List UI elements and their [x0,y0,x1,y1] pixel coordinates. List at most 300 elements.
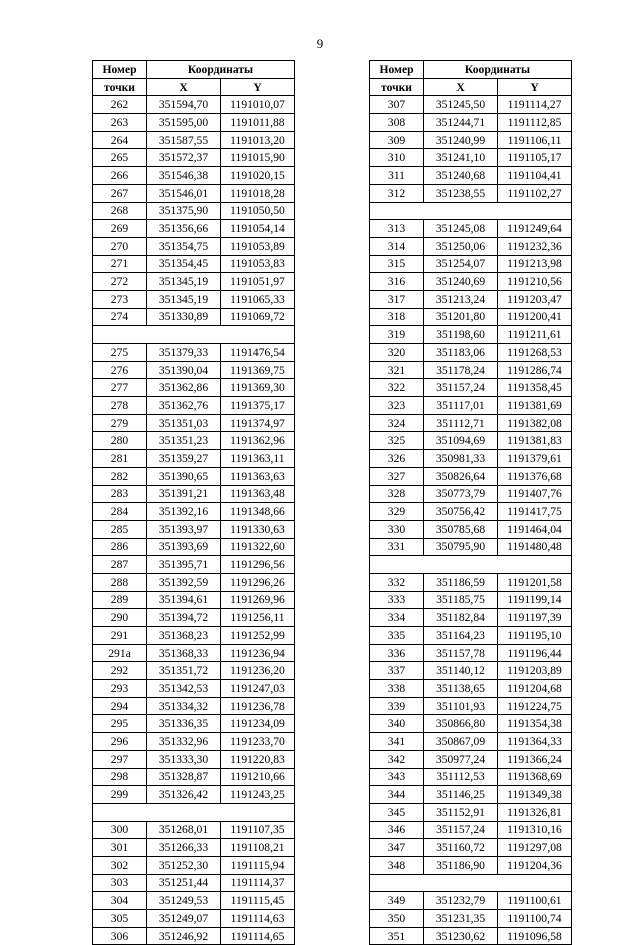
point-number-cell: 274 [93,308,147,326]
y-coordinate-cell: 1191362,96 [221,432,295,450]
point-number-cell: 328 [370,485,424,503]
x-coordinate-cell: 351393,69 [147,538,221,556]
y-coordinate-cell: 1191010,07 [221,96,295,114]
point-number-cell: 324 [370,414,424,432]
x-coordinate-cell: 351392,59 [147,573,221,591]
point-number-cell: 271 [93,255,147,273]
x-coordinate-cell: 351231,35 [424,910,498,928]
x-coordinate-cell: 351330,89 [147,308,221,326]
table-row [93,131,295,149]
x-coordinate-cell: 351157,24 [424,379,498,397]
y-coordinate-cell: 1191376,68 [498,467,572,485]
x-coordinate-cell: 351393,97 [147,520,221,538]
point-number-cell: 351 [370,927,424,945]
table-row [93,927,295,945]
table-row [370,538,572,556]
table-row [93,220,295,238]
point-number-cell: 339 [370,697,424,715]
point-number-cell: 287 [93,556,147,574]
point-number-cell: 291 [93,627,147,645]
y-coordinate-cell: 1191363,63 [221,467,295,485]
y-coordinate-cell: 1191115,45 [221,892,295,910]
point-number-cell: 292 [93,662,147,680]
table-row [370,467,572,485]
y-coordinate-cell: 1191114,37 [221,874,295,892]
table-row [93,255,295,273]
x-coordinate-cell: 351182,84 [424,609,498,627]
point-number-cell: 329 [370,503,424,521]
y-coordinate-cell: 1191326,81 [498,803,572,821]
point-number-cell: 304 [93,892,147,910]
point-number-cell: 272 [93,273,147,291]
blank-separator-cell [93,326,295,344]
x-coordinate-cell: 351152,91 [424,803,498,821]
x-coordinate-cell: 351157,24 [424,821,498,839]
x-coordinate-cell: 351326,42 [147,786,221,804]
table-row [93,892,295,910]
x-coordinate-cell: 351362,86 [147,379,221,397]
blank-separator-row [370,556,572,574]
point-number-cell: 312 [370,184,424,202]
x-coordinate-cell: 351351,72 [147,662,221,680]
y-coordinate-cell: 1191330,63 [221,520,295,538]
table-row [93,627,295,645]
y-coordinate-cell: 1191210,56 [498,273,572,291]
y-coordinate-cell: 1191204,68 [498,680,572,698]
point-number-cell: 285 [93,520,147,538]
table-row [370,255,572,273]
point-number-cell: 299 [93,786,147,804]
y-coordinate-cell: 1191114,27 [498,96,572,114]
point-number-cell: 263 [93,114,147,132]
x-coordinate-cell: 351201,80 [424,308,498,326]
y-coordinate-cell: 1191268,53 [498,344,572,362]
x-coordinate-cell: 351345,19 [147,290,221,308]
x-coordinate-cell: 350977,24 [424,750,498,768]
y-coordinate-cell: 1191114,63 [221,910,295,928]
table-row [93,114,295,132]
point-number-cell: 321 [370,361,424,379]
point-number-cell: 284 [93,503,147,521]
y-coordinate-cell: 1191256,11 [221,609,295,627]
y-coordinate-cell: 1191480,48 [498,538,572,556]
table-row [370,485,572,503]
point-number-cell: 327 [370,467,424,485]
y-coordinate-cell: 1191249,64 [498,220,572,238]
point-number-cell: 297 [93,750,147,768]
x-coordinate-cell: 350866,80 [424,715,498,733]
x-coordinate-cell: 351345,19 [147,273,221,291]
x-coordinate-cell: 351140,12 [424,662,498,680]
x-coordinate-cell: 351351,23 [147,432,221,450]
y-coordinate-cell: 1191374,97 [221,414,295,432]
point-number-cell: 281 [93,450,147,468]
x-coordinate-cell: 351333,30 [147,750,221,768]
point-number-cell: 317 [370,290,424,308]
x-coordinate-cell: 351183,06 [424,344,498,362]
table-row [370,96,572,114]
point-number-cell: 296 [93,733,147,751]
y-coordinate-cell: 1191297,08 [498,839,572,857]
table-row [370,131,572,149]
point-number-cell: 269 [93,220,147,238]
x-coordinate-cell: 351342,53 [147,680,221,698]
point-number-cell: 337 [370,662,424,680]
table-row [370,290,572,308]
point-number-cell: 266 [93,167,147,185]
y-coordinate-cell: 1191011,88 [221,114,295,132]
table-row [93,503,295,521]
y-coordinate-cell: 1191108,21 [221,839,295,857]
table-row [93,149,295,167]
y-column-header: Y [498,78,572,96]
y-coordinate-cell: 1191050,50 [221,202,295,220]
y-coordinate-cell: 1191199,14 [498,591,572,609]
table-row [93,290,295,308]
x-coordinate-cell: 351379,33 [147,344,221,362]
table-row [370,715,572,733]
x-coordinate-cell: 351186,90 [424,856,498,874]
x-coordinate-cell: 351241,10 [424,149,498,167]
point-number-cell: 282 [93,467,147,485]
point-number-cell: 306 [93,927,147,945]
table-body-right [370,96,572,945]
point-number-cell: 349 [370,892,424,910]
x-coordinate-cell: 351198,60 [424,326,498,344]
x-coordinate-cell: 351375,90 [147,202,221,220]
x-coordinate-cell: 351332,96 [147,733,221,751]
x-coordinate-cell: 350826,64 [424,467,498,485]
table-row [370,167,572,185]
table-row [93,432,295,450]
y-coordinate-cell: 1191107,35 [221,821,295,839]
x-coordinate-cell: 350785,68 [424,520,498,538]
table-row [93,839,295,857]
x-coordinate-cell: 351213,24 [424,290,498,308]
x-coordinate-cell: 351328,87 [147,768,221,786]
x-coordinate-cell: 351138,65 [424,680,498,698]
x-coordinate-cell: 351230,62 [424,927,498,945]
table-row [93,856,295,874]
point-number-cell: 305 [93,910,147,928]
table-row [370,273,572,291]
point-number-cell: 320 [370,344,424,362]
page-number: 9 [316,36,324,51]
point-number-cell: 278 [93,397,147,415]
y-coordinate-cell: 1191363,48 [221,485,295,503]
table-row [370,856,572,874]
x-coordinate-cell: 351390,04 [147,361,221,379]
x-coordinate-cell: 350773,79 [424,485,498,503]
x-coordinate-cell: 351594,70 [147,96,221,114]
point-number-cell: 334 [370,609,424,627]
x-column-header: X [424,78,498,96]
table-row [93,397,295,415]
y-coordinate-cell: 1191201,58 [498,573,572,591]
point-number-cell: 311 [370,167,424,185]
y-coordinate-cell: 1191106,11 [498,131,572,149]
table-row [370,344,572,362]
table-row [93,379,295,397]
blank-separator-cell [370,556,572,574]
table-row [93,680,295,698]
y-coordinate-cell: 1191286,74 [498,361,572,379]
y-coordinate-cell: 1191366,24 [498,750,572,768]
y-coordinate-cell: 1191269,96 [221,591,295,609]
blank-separator-row [370,874,572,892]
table-row [370,220,572,238]
table-row [93,715,295,733]
y-coordinate-cell: 1191220,83 [221,750,295,768]
table-row [93,344,295,362]
y-coordinate-cell: 1191200,41 [498,308,572,326]
table-row [370,520,572,538]
y-coordinate-cell: 1191020,15 [221,167,295,185]
point-number-cell: 340 [370,715,424,733]
y-coordinate-cell: 1191203,89 [498,662,572,680]
table-row [93,786,295,804]
point-number-cell: 319 [370,326,424,344]
blank-separator-row [370,202,572,220]
point-number-cell: 333 [370,591,424,609]
coordinates-table-left [92,60,295,945]
table-row [93,485,295,503]
table-row [93,750,295,768]
point-number-cell: 309 [370,131,424,149]
x-coordinate-cell: 351595,00 [147,114,221,132]
table-row [370,768,572,786]
point-number-cell: 277 [93,379,147,397]
table-row [370,927,572,945]
table-row [93,733,295,751]
point-number-cell: 275 [93,344,147,362]
y-coordinate-cell: 1191296,26 [221,573,295,591]
table-row [93,573,295,591]
point-number-cell: 331 [370,538,424,556]
point-number-cell: 313 [370,220,424,238]
point-number-cell: 326 [370,450,424,468]
point-number-cell: 347 [370,839,424,857]
point-number-cell: 303 [93,874,147,892]
table-row [370,432,572,450]
y-coordinate-cell: 1191247,03 [221,680,295,698]
table-row [93,184,295,202]
y-coordinate-cell: 1191379,61 [498,450,572,468]
table-row [370,503,572,521]
x-coordinate-cell: 351185,75 [424,591,498,609]
table-row [93,273,295,291]
x-coordinate-cell: 351394,72 [147,609,221,627]
y-coordinate-cell: 1191236,78 [221,697,295,715]
x-coordinate-cell: 351354,75 [147,237,221,255]
x-coordinate-cell: 351251,44 [147,874,221,892]
table-row [370,733,572,751]
x-coordinate-cell: 351240,99 [424,131,498,149]
table-row [370,644,572,662]
point-number-cell: 279 [93,414,147,432]
point-number-cell: 270 [93,237,147,255]
point-number-cell: 301 [93,839,147,857]
x-coordinate-cell: 351245,50 [424,96,498,114]
point-number-cell: 289 [93,591,147,609]
x-coordinate-cell: 351354,45 [147,255,221,273]
x-coordinate-cell: 351112,71 [424,414,498,432]
x-coordinate-cell: 351112,53 [424,768,498,786]
point-number-cell: 336 [370,644,424,662]
table-row [93,167,295,185]
point-number-cell: 310 [370,149,424,167]
point-number-cell: 350 [370,910,424,928]
point-number-cell: 318 [370,308,424,326]
table-row [370,910,572,928]
point-number-cell: 323 [370,397,424,415]
x-coordinate-cell: 351164,23 [424,627,498,645]
x-coordinate-cell: 351244,71 [424,114,498,132]
y-coordinate-cell: 1191476,54 [221,344,295,362]
point-number-cell: 298 [93,768,147,786]
point-number-cell: 267 [93,184,147,202]
x-coordinate-cell: 351368,23 [147,627,221,645]
x-coordinate-cell: 351157,78 [424,644,498,662]
y-coordinate-cell: 1191203,47 [498,290,572,308]
coordinates-table-right [369,60,572,945]
y-coordinate-cell: 1191102,27 [498,184,572,202]
y-coordinate-cell: 1191053,89 [221,237,295,255]
x-coordinate-cell: 351362,76 [147,397,221,415]
y-coordinate-cell: 1191051,97 [221,273,295,291]
y-coordinate-cell: 1191369,75 [221,361,295,379]
x-coordinate-cell: 351334,32 [147,697,221,715]
x-column-header: X [147,78,221,96]
x-coordinate-cell: 351546,38 [147,167,221,185]
x-coordinate-cell: 351368,33 [147,644,221,662]
x-coordinate-cell: 351254,07 [424,255,498,273]
y-coordinate-cell: 1191243,25 [221,786,295,804]
table-row [370,308,572,326]
y-coordinate-cell: 1191363,11 [221,450,295,468]
table-row [93,450,295,468]
table-row [370,662,572,680]
point-number-cell: 325 [370,432,424,450]
table-row [93,361,295,379]
table-row [93,556,295,574]
point-number-cell: 283 [93,485,147,503]
y-coordinate-cell: 1191233,70 [221,733,295,751]
x-coordinate-cell: 351268,01 [147,821,221,839]
point-number-cell: 262 [93,96,147,114]
x-coordinate-cell: 351250,06 [424,237,498,255]
table-row [93,237,295,255]
point-number-cell: 348 [370,856,424,874]
point-number-header: Номер [93,61,147,79]
table-row [93,874,295,892]
x-coordinate-cell: 351390,65 [147,467,221,485]
y-coordinate-cell: 1191381,69 [498,397,572,415]
y-coordinate-cell: 1191234,09 [221,715,295,733]
table-row [93,96,295,114]
blank-separator-cell [93,803,295,821]
point-number-cell: 315 [370,255,424,273]
table-body-left [93,96,295,945]
blank-separator-row [93,803,295,821]
point-number-cell: 273 [93,290,147,308]
table-row [370,680,572,698]
point-number-cell: 307 [370,96,424,114]
table-row [370,149,572,167]
y-coordinate-cell: 1191114,65 [221,927,295,945]
point-number-cell: 308 [370,114,424,132]
y-coordinate-cell: 1191104,41 [498,167,572,185]
y-coordinate-cell: 1191053,83 [221,255,295,273]
y-coordinate-cell: 1191196,44 [498,644,572,662]
y-coordinate-cell: 1191054,14 [221,220,295,238]
y-coordinate-cell: 1191213,98 [498,255,572,273]
table-row [370,750,572,768]
point-number-cell: 341 [370,733,424,751]
x-coordinate-cell: 351232,79 [424,892,498,910]
x-coordinate-cell: 350867,09 [424,733,498,751]
table-row [370,450,572,468]
blank-separator-row [93,326,295,344]
y-coordinate-cell: 1191464,04 [498,520,572,538]
x-coordinate-cell: 351351,03 [147,414,221,432]
point-number-cell: 330 [370,520,424,538]
x-coordinate-cell: 351336,35 [147,715,221,733]
point-number-cell: 342 [370,750,424,768]
point-number-cell: 290 [93,609,147,627]
y-coordinate-cell: 1191375,17 [221,397,295,415]
y-coordinate-cell: 1191211,61 [498,326,572,344]
x-coordinate-cell: 350756,42 [424,503,498,521]
y-coordinate-cell: 1191204,36 [498,856,572,874]
point-number-cell: 314 [370,237,424,255]
y-coordinate-cell: 1191105,17 [498,149,572,167]
y-coordinate-cell: 1191100,61 [498,892,572,910]
x-coordinate-cell: 350981,33 [424,450,498,468]
table-row [370,786,572,804]
point-number-cell: 268 [93,202,147,220]
table-row [93,609,295,627]
table-row [370,361,572,379]
x-coordinate-cell: 351160,72 [424,839,498,857]
x-coordinate-cell: 351572,37 [147,149,221,167]
table-row [93,591,295,609]
point-number-cell: 286 [93,538,147,556]
x-coordinate-cell: 351266,33 [147,839,221,857]
x-coordinate-cell: 351356,66 [147,220,221,238]
table-row [93,768,295,786]
x-coordinate-cell: 351146,25 [424,786,498,804]
point-number-cell: 316 [370,273,424,291]
y-coordinate-cell: 1191115,94 [221,856,295,874]
table-row [93,414,295,432]
point-number-cell: 346 [370,821,424,839]
point-number-cell: 322 [370,379,424,397]
table-row [370,839,572,857]
table-row [93,467,295,485]
y-coordinate-cell: 1191358,45 [498,379,572,397]
y-coordinate-cell: 1191236,20 [221,662,295,680]
x-coordinate-cell: 351395,71 [147,556,221,574]
point-number-cell: 300 [93,821,147,839]
y-coordinate-cell: 1191069,72 [221,308,295,326]
x-coordinate-cell: 351392,16 [147,503,221,521]
point-number-cell: 264 [93,131,147,149]
table-row [93,202,295,220]
table-row [370,414,572,432]
table-row [370,697,572,715]
point-number-cell: 288 [93,573,147,591]
